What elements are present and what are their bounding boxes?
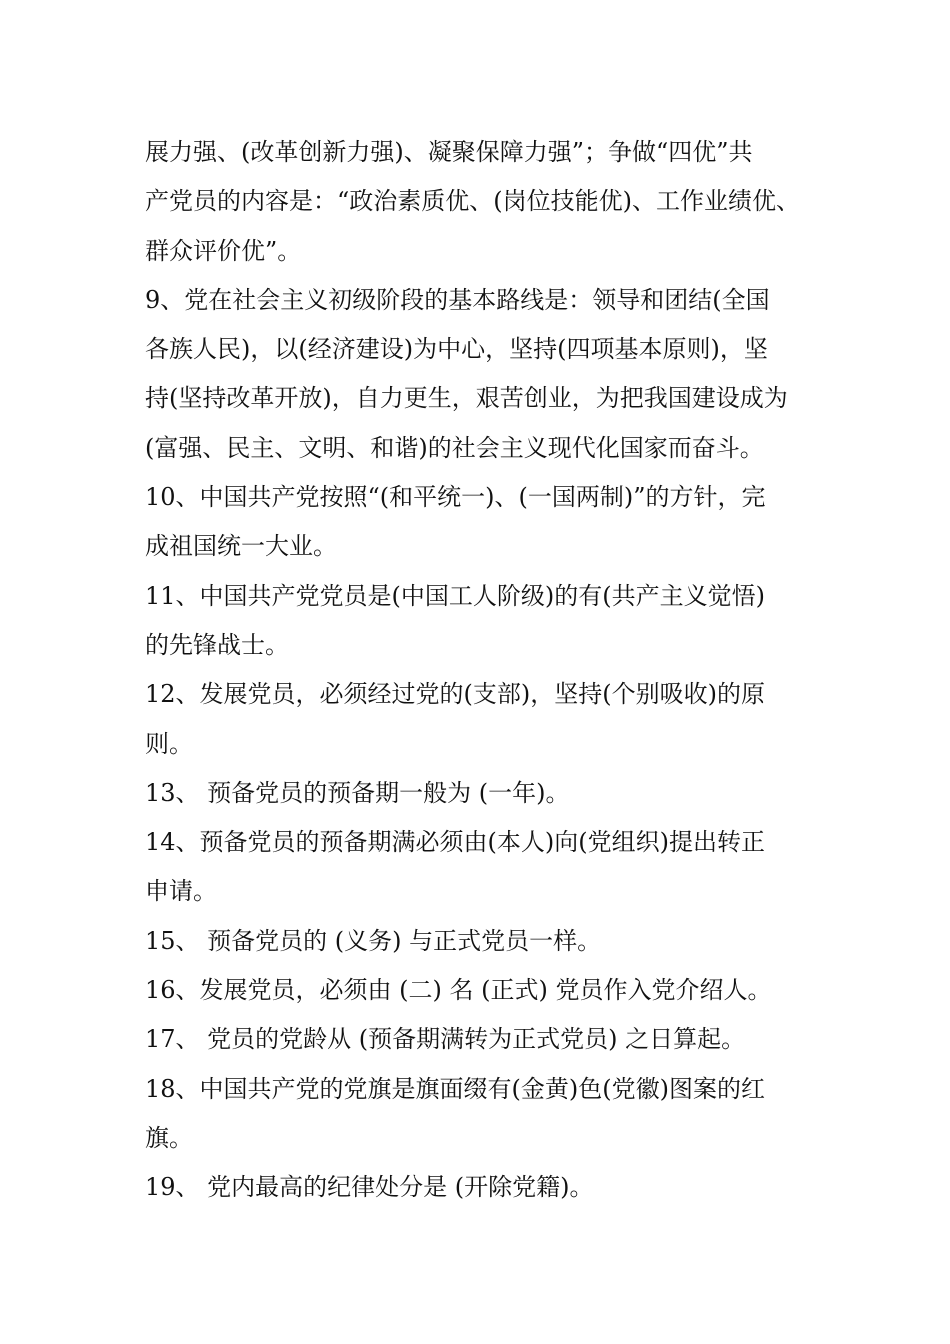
- text-line: 19、 党内最高的纪律处分是 (开除党籍)。: [145, 1173, 594, 1202]
- text-line: 展力强、(改革创新力强)、凝聚保障力强”；争做“四优”共: [145, 138, 753, 166]
- text-line: 15、 预备党员的 (义务) 与正式党员一样。: [145, 926, 602, 955]
- text-line: 18、中国共产党的党旗是旗面缀有(金黄)色(党徽)图案的红: [145, 1074, 765, 1103]
- text-line: 成祖国统一大业。: [145, 532, 337, 561]
- text-line: 11、中国共产党党员是(中国工人阶级)的有(共产主义觉悟): [145, 581, 765, 610]
- text-line: 持(坚持改革开放)，自力更生，艰苦创业，为把我国建设成为: [145, 384, 788, 413]
- text-line: 16、发展党员，必须由 (二) 名 (正式) 党员作入党介绍人。: [145, 976, 772, 1005]
- text-line: 旗。: [145, 1123, 193, 1152]
- text-line: 17、 党员的党龄从 (预备期满转为正式党员) 之日算起。: [145, 1025, 746, 1054]
- text-line: 各族人民)，以(经济建设)为中心，坚持(四项基本原则)，坚: [145, 335, 768, 364]
- text-line: 10、中国共产党按照“(和平统一)、(一国两制)”的方针，完: [145, 483, 766, 512]
- text-line: 产党员的内容是：“政治素质优、(岗位技能优)、工作业绩优、: [145, 187, 800, 216]
- text-line: 申请。: [145, 877, 217, 906]
- text-line: 群众评价优”。: [145, 236, 302, 265]
- text-line: 12、发展党员，必须经过党的(支部)，坚持(个别吸收)的原: [145, 680, 765, 709]
- text-line: 的先锋战士。: [145, 630, 289, 659]
- text-line: 则。: [145, 729, 193, 758]
- document-body: [145, 128, 825, 1213]
- text-line: 14、预备党员的预备期满必须由(本人)向(党组织)提出转正: [145, 828, 765, 857]
- text-line: 13、 预备党员的预备期一般为 (一年)。: [145, 778, 570, 807]
- text-line: (富强、民主、文明、和谐)的社会主义现代化国家而奋斗。: [145, 433, 764, 462]
- text-line: 9、党在社会主义初级阶段的基本路线是：领导和团结(全国: [145, 285, 770, 314]
